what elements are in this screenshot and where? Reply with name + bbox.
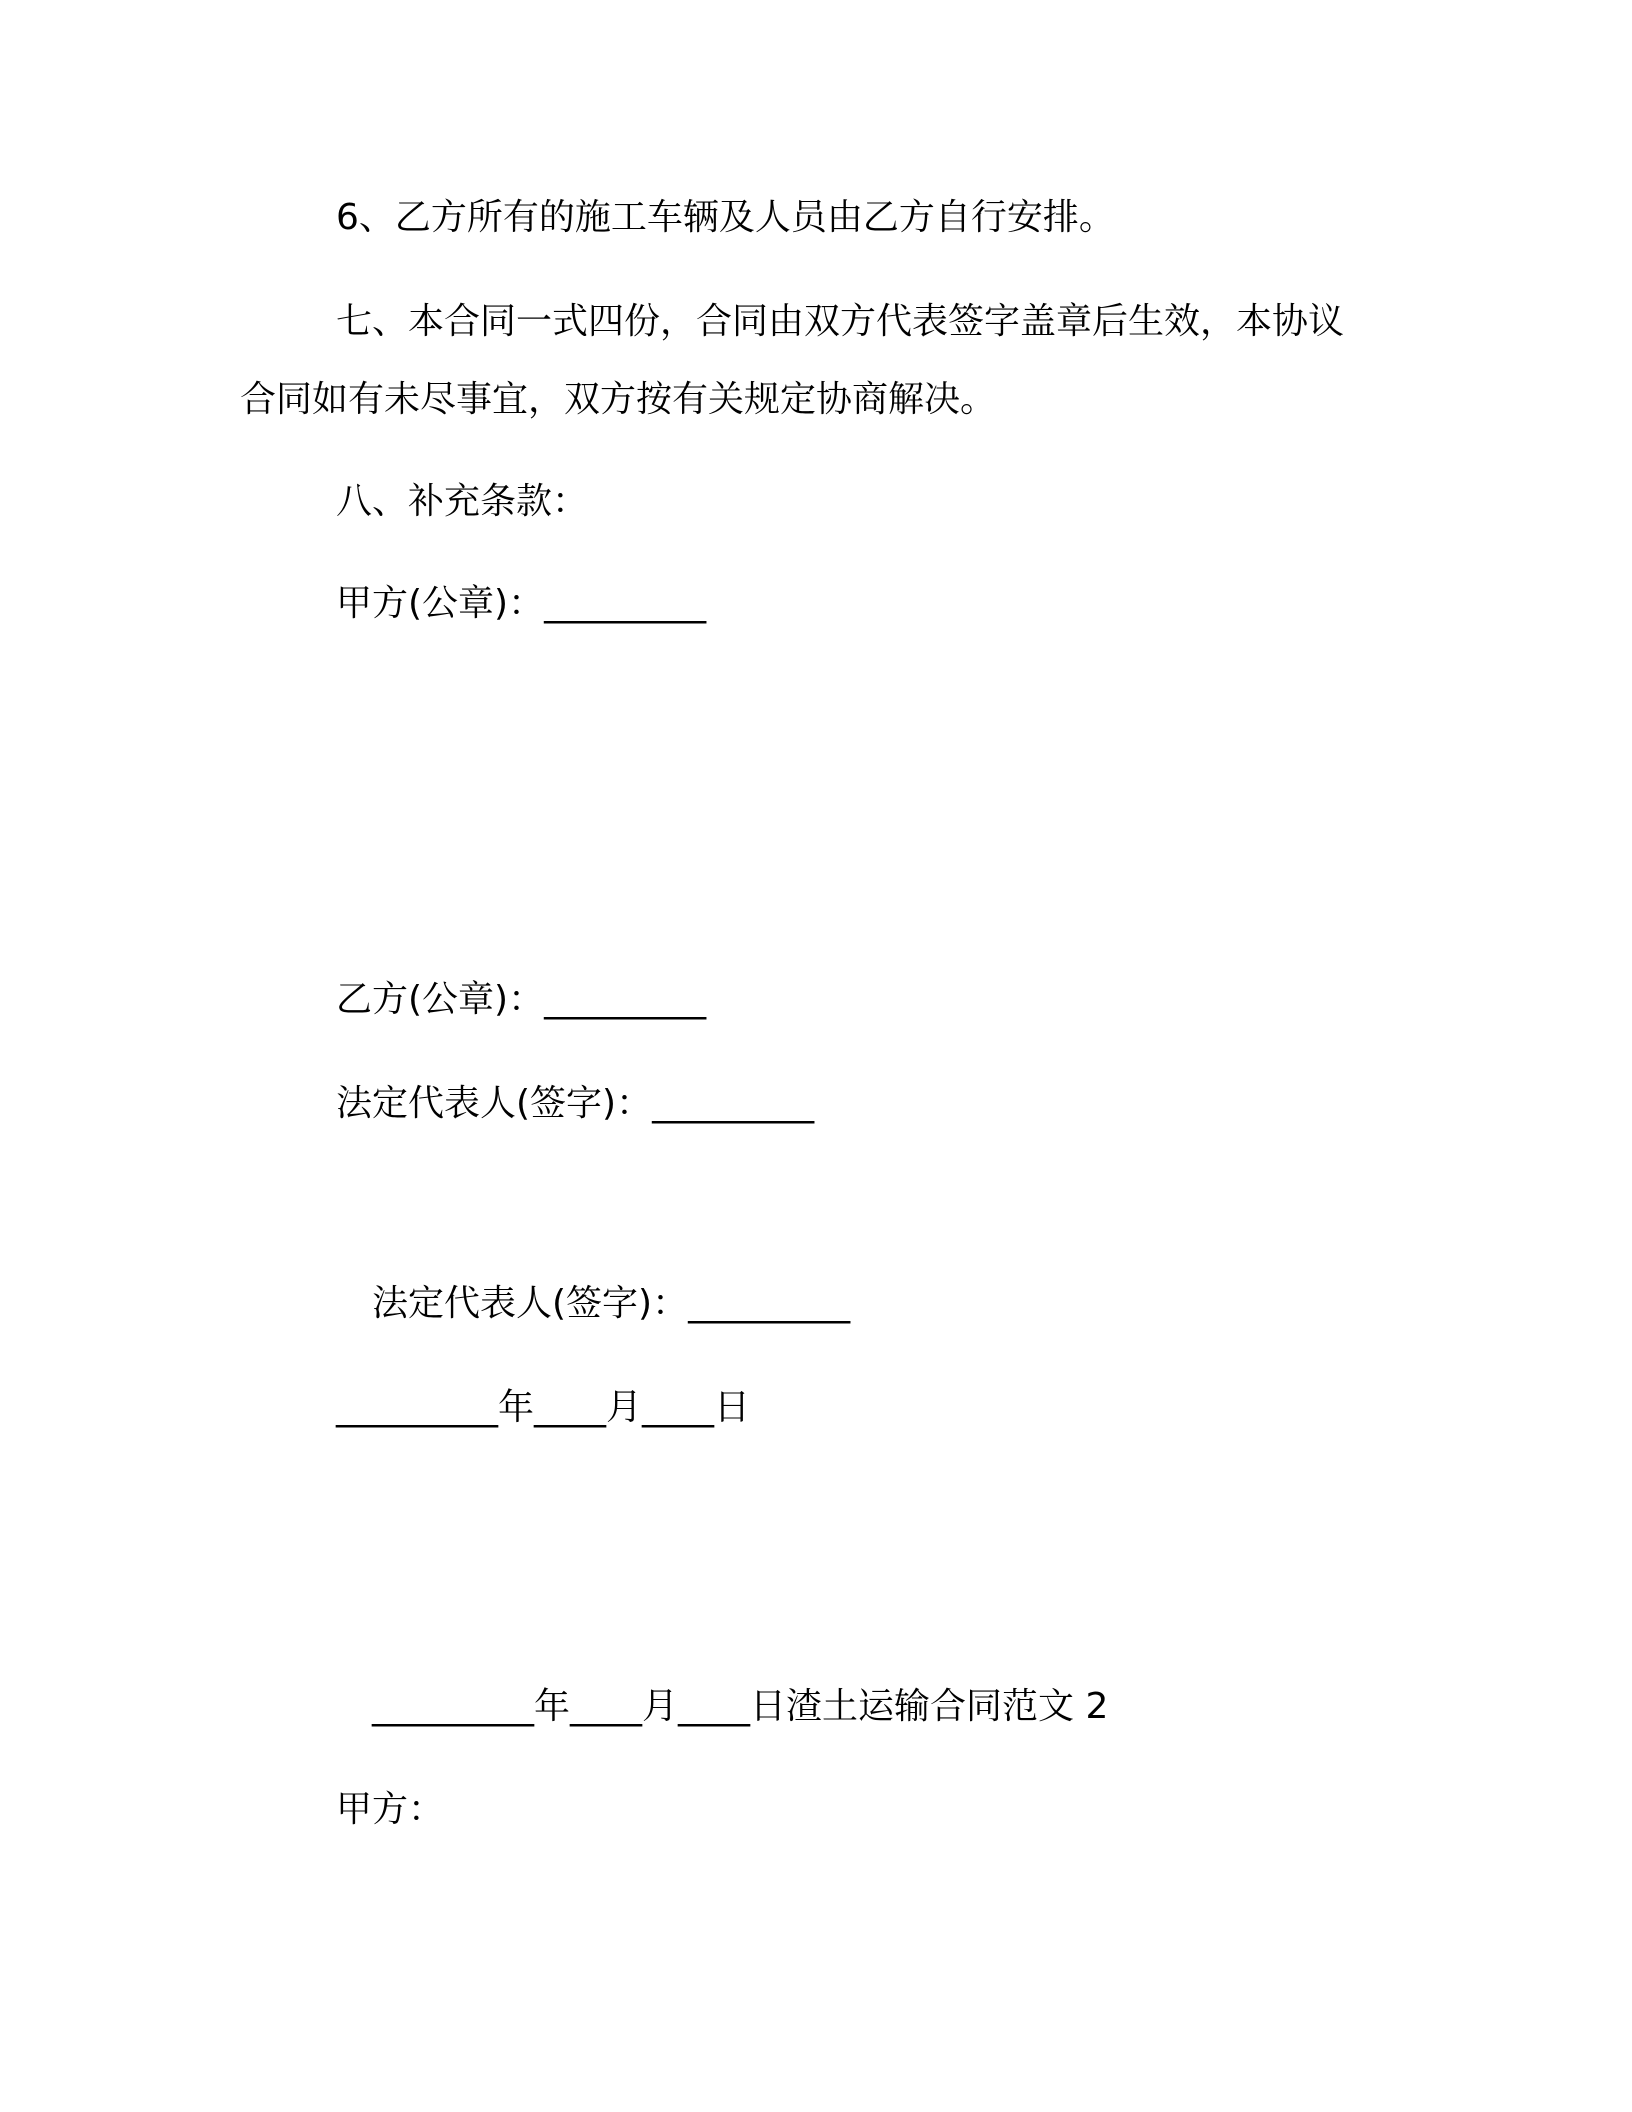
clause-8-heading: 八、补充条款： <box>336 481 589 522</box>
legal-representative-signature-1: 法定代表人(签字)：_________ <box>336 1083 815 1124</box>
party-a-seal-line: 甲方(公章)：_________ <box>336 583 707 624</box>
party-a-label: 甲方： <box>336 1789 445 1830</box>
signing-date-line: _________年____月____日 <box>336 1387 750 1428</box>
party-b-seal-line: 乙方(公章)：_________ <box>336 979 707 1020</box>
legal-representative-signature-2: 法定代表人(签字)：_________ <box>372 1283 851 1324</box>
clause-7-text: 七、本合同一式四份，合同由双方代表签字盖章后生效，本协议合同如有未尽事宜，双方按有关规定协商解决。 <box>240 301 1345 420</box>
date-and-contract-title-2: _________年____月____日渣土运输合同范文 2 <box>372 1686 1109 1727</box>
item-6-text: 6、乙方所有的施工车辆及人员由乙方自行安排。 <box>336 197 1115 238</box>
